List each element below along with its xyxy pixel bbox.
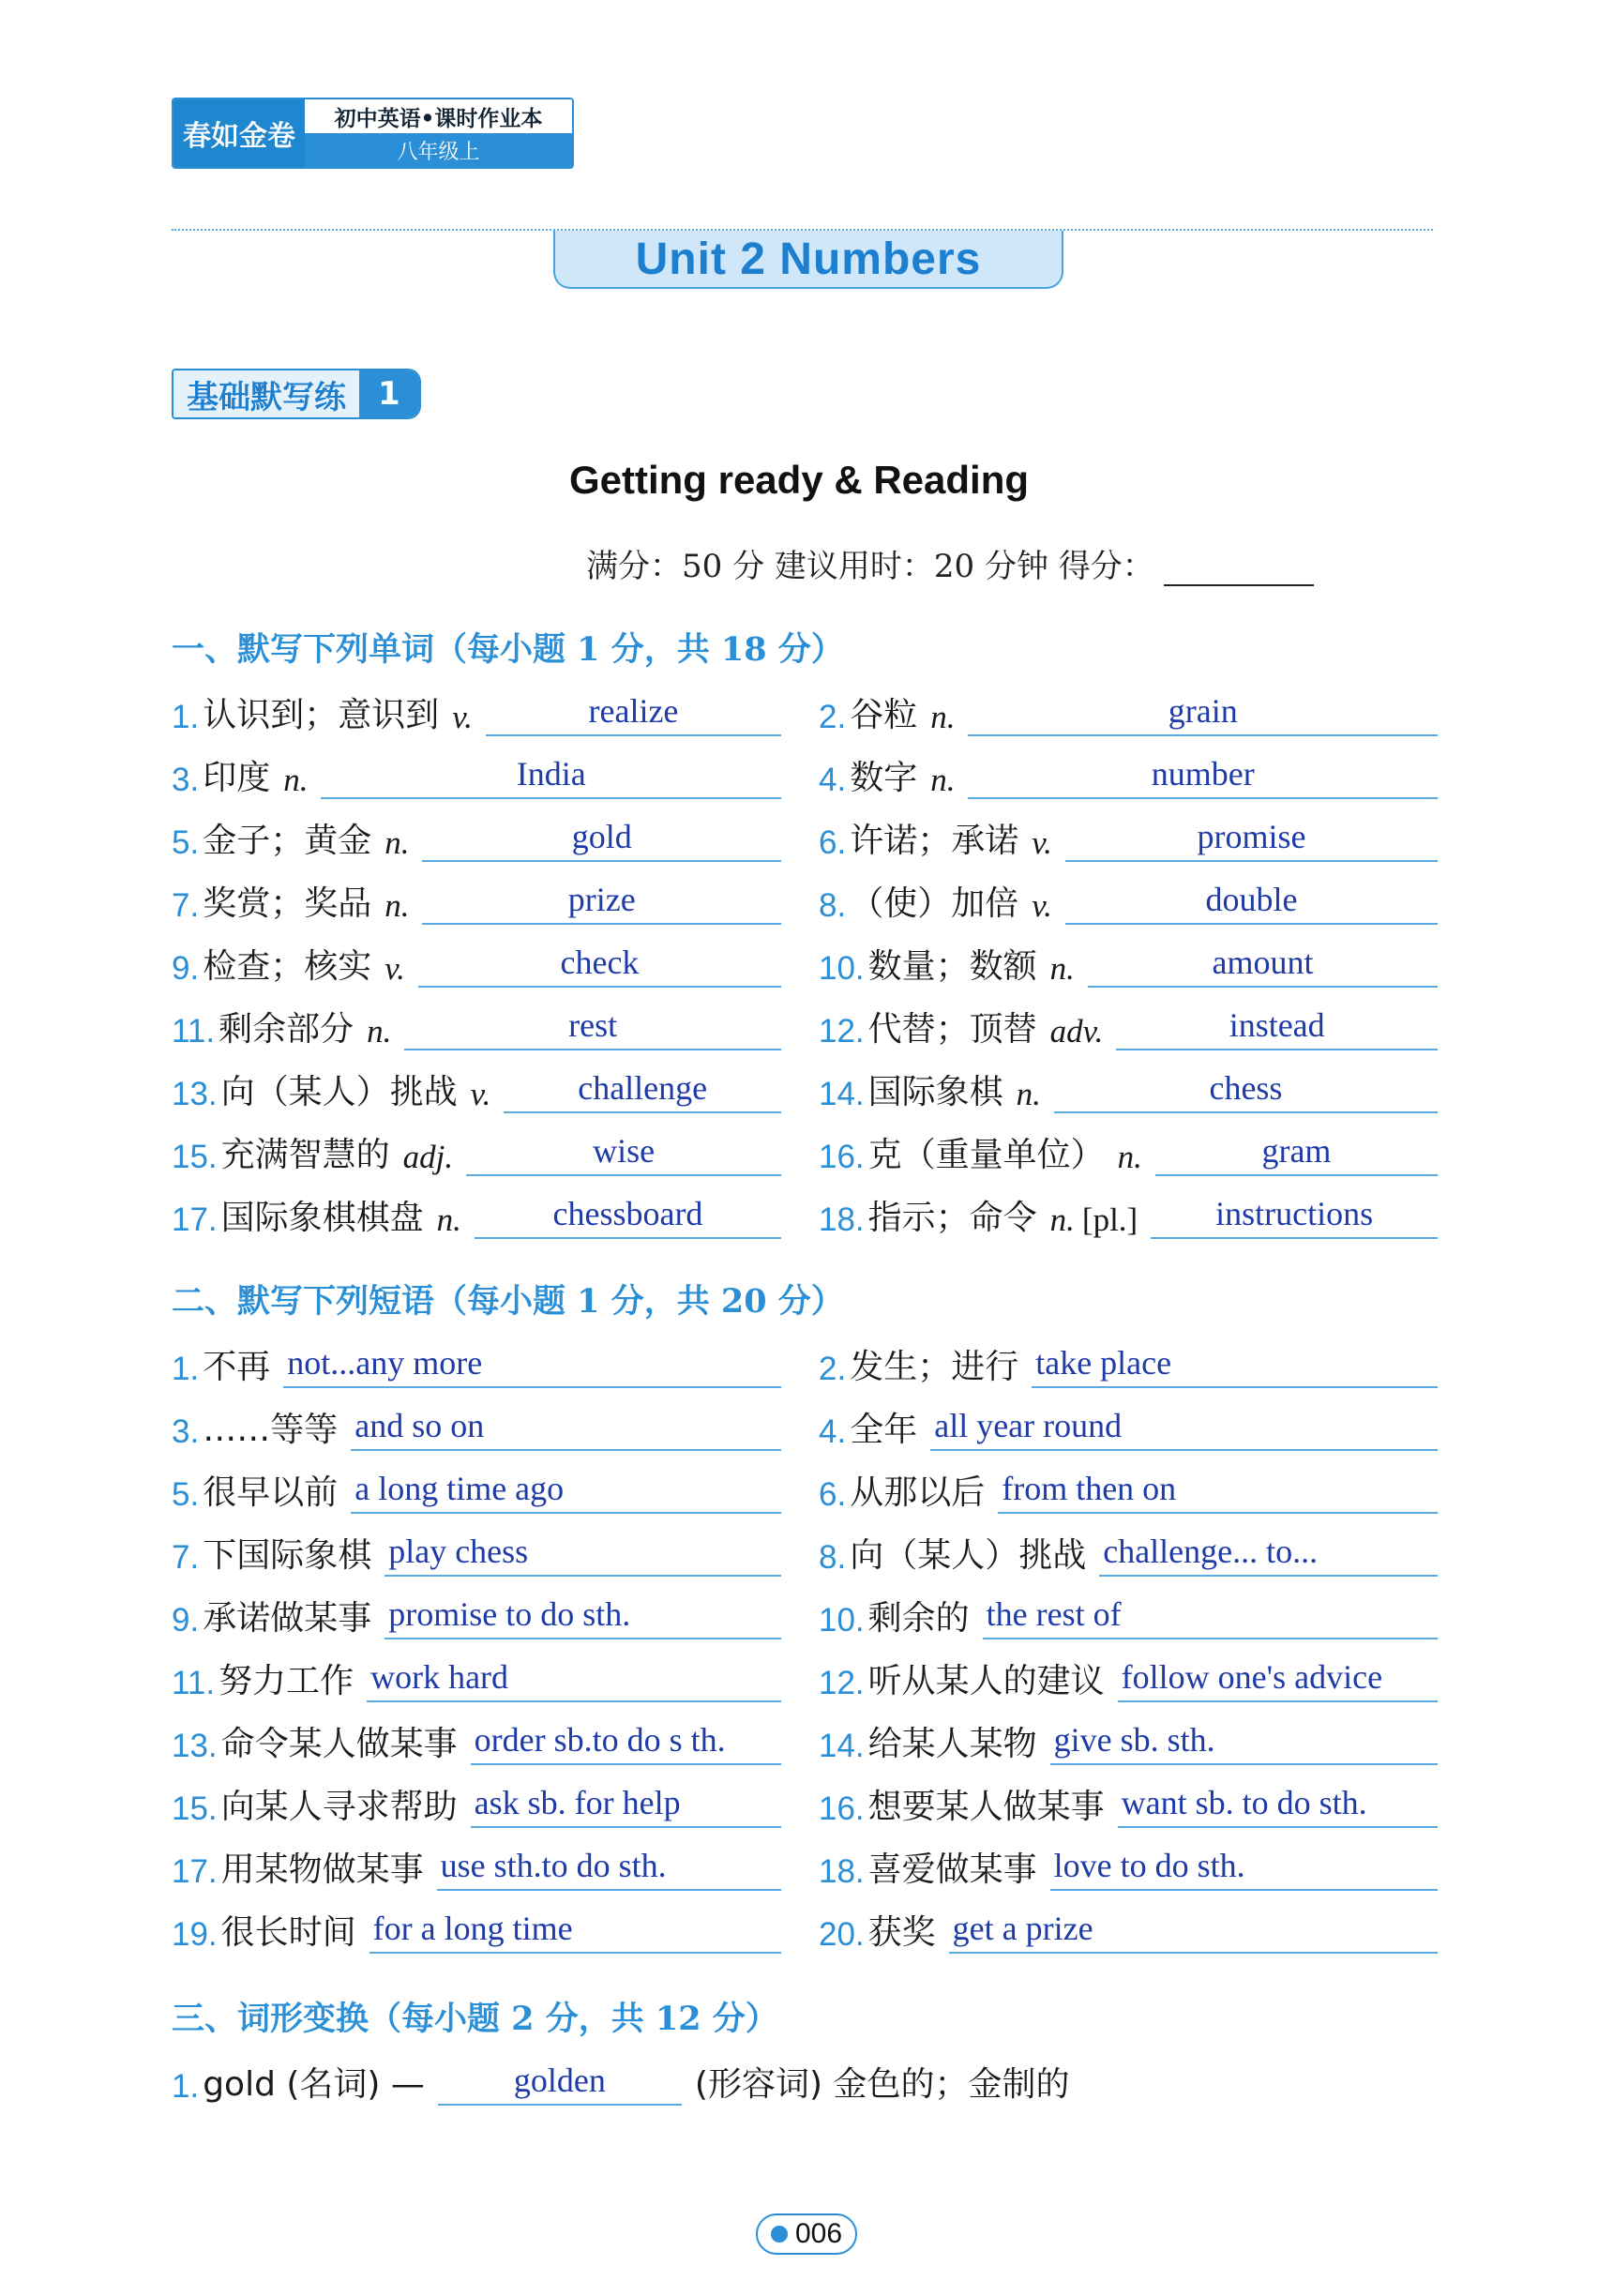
question-row	[172, 994, 781, 1050]
part-of-speech: adv.	[1049, 1013, 1104, 1050]
question-number: 18.	[819, 1201, 865, 1238]
question-number: 9.	[172, 950, 200, 987]
question-number: 1.	[172, 699, 200, 735]
answer-field[interactable]: from then on	[998, 1459, 1438, 1514]
question-row	[172, 1835, 781, 1891]
question-number: 16.	[819, 1790, 865, 1827]
question-row	[819, 994, 1438, 1050]
question-number: 20.	[819, 1916, 865, 1953]
part-of-speech: n.	[1117, 1139, 1142, 1175]
question-number: 3.	[172, 762, 200, 798]
question-number: 3.	[172, 1413, 200, 1450]
question-number: 2.	[819, 699, 847, 735]
question-number: 1.	[172, 1351, 200, 1387]
question-prompt: 用某物做某事	[220, 1850, 424, 1889]
answer-field[interactable]: check	[418, 933, 781, 988]
part-of-speech: n.	[930, 762, 956, 798]
series-title: 初中英语•课时作业本	[305, 99, 572, 133]
part-of-speech: n.	[384, 824, 410, 861]
page-dot-icon	[771, 2226, 788, 2243]
question-prompt: 向（某人）挑战	[850, 1536, 1087, 1575]
question-number: 4.	[819, 762, 847, 798]
question-number: 10.	[819, 950, 865, 987]
question-number: 5.	[172, 824, 200, 861]
question-prompt: 剩余部分	[219, 1010, 354, 1049]
answer-field[interactable]: use sth.to do sth.	[437, 1836, 781, 1891]
question-row	[172, 1646, 781, 1702]
section-tag-number: 1	[359, 370, 419, 417]
answer-field[interactable]: chessboard	[475, 1185, 781, 1239]
question-row	[819, 1646, 1438, 1702]
question-row	[819, 1772, 1438, 1828]
question-prompt: 数量；数额	[867, 947, 1037, 986]
part-of-speech: n.	[930, 699, 956, 735]
question-prompt: 许诺；承诺	[850, 822, 1019, 860]
answer-field[interactable]: play chess	[384, 1522, 781, 1577]
question-number: 19.	[172, 1916, 218, 1953]
answer-field[interactable]: take place	[1032, 1334, 1438, 1388]
part3-heading: 三、词形变换（每小题 2 分，共 12 分）	[172, 2000, 778, 2038]
answer-field[interactable]: instead	[1116, 996, 1438, 1050]
question-prompt: 金子；黄金	[203, 822, 372, 860]
question-number: 11.	[172, 1013, 216, 1050]
question-prompt: 全年	[850, 1411, 918, 1449]
question-prompt: 下国际象棋	[203, 1536, 372, 1575]
question-number: 4.	[819, 1413, 847, 1450]
answer-field[interactable]: amount	[1088, 933, 1438, 988]
question-number: 7.	[172, 1539, 200, 1576]
question-row	[819, 1395, 1438, 1451]
question-number: 17.	[172, 1853, 218, 1890]
question-prompt: 谷粒	[850, 696, 918, 734]
question-row	[172, 680, 781, 736]
question-row	[819, 680, 1438, 736]
page-number	[756, 2213, 857, 2255]
grade-label: 八年级上	[305, 133, 572, 167]
question-prompt: 承诺做某事	[203, 1599, 372, 1638]
question-row	[819, 1709, 1438, 1765]
question-prompt: 指示；命令	[867, 1199, 1037, 1237]
question-row	[819, 743, 1438, 799]
question-prompt: 国际象棋	[867, 1073, 1003, 1111]
question-prompt: 很早以前	[203, 1473, 339, 1512]
question-prompt: 想要某人做某事	[867, 1788, 1105, 1826]
answer-field[interactable]: challenge	[504, 1059, 781, 1113]
question-prompt: 剩余的	[867, 1599, 970, 1638]
question-prompt: 奖赏；奖品	[203, 884, 372, 923]
answer-field[interactable]: and so on	[351, 1397, 781, 1451]
question-row	[172, 1709, 781, 1765]
question-number: 13.	[172, 1076, 218, 1112]
question-row	[819, 1458, 1438, 1514]
part-of-speech: v.	[452, 699, 473, 735]
answer-field[interactable]: grain	[968, 682, 1438, 736]
question-row	[172, 869, 781, 925]
series-logo	[172, 98, 574, 169]
part-of-speech: v.	[1032, 887, 1052, 924]
answer-field[interactable]: not...any more	[283, 1334, 781, 1388]
question-prompt: 从那以后	[850, 1473, 986, 1512]
question-row	[172, 1395, 781, 1451]
question-number: 1.	[172, 2068, 200, 2105]
page-number-text: 006	[794, 2218, 843, 2249]
question-row	[172, 1332, 781, 1388]
question-prompt: 不再	[203, 1348, 271, 1386]
answer-field[interactable]: rest	[404, 996, 781, 1050]
lesson-title: Getting ready & Reading	[568, 458, 1030, 502]
answer-field[interactable]: double	[1065, 870, 1438, 925]
question-row	[172, 1458, 781, 1514]
question-prompt: 检查；核实	[203, 947, 372, 986]
question-prompt: 充满智慧的	[220, 1136, 390, 1174]
score-blank[interactable]	[1164, 556, 1314, 586]
question-number: 12.	[819, 1665, 865, 1701]
question-number: 6.	[819, 824, 847, 861]
question-prompt: 代替；顶替	[867, 1010, 1037, 1049]
question-number: 14.	[819, 1076, 865, 1112]
question-number: 10.	[819, 1602, 865, 1639]
answer-field[interactable]: give sb. sth.	[1050, 1711, 1438, 1765]
question-row	[819, 1057, 1438, 1113]
question-number: 17.	[172, 1201, 218, 1238]
question-row	[819, 869, 1438, 925]
question-number: 13.	[172, 1728, 218, 1764]
part-of-speech: v.	[1032, 824, 1052, 861]
question-prompt: 国际象棋棋盘	[220, 1199, 424, 1237]
answer-field[interactable]: challenge... to...	[1099, 1522, 1438, 1577]
question-row	[819, 1332, 1438, 1388]
question-number: 7.	[172, 887, 200, 924]
question-number: 16.	[819, 1139, 865, 1175]
question-row	[172, 1583, 781, 1639]
answer-field[interactable]: golden	[438, 2051, 682, 2106]
plural-note: [pl.]	[1081, 1201, 1138, 1238]
question-prompt: 喜爱做某事	[867, 1850, 1037, 1889]
answer-field[interactable]: realize	[486, 682, 781, 736]
question-prompt: 认识到；意识到	[203, 696, 440, 734]
question-number: 2.	[819, 1351, 847, 1387]
answer-hint: (形容词) 金色的；金制的	[694, 2065, 1070, 2104]
answer-field[interactable]: prize	[422, 870, 781, 925]
question-number: 5.	[172, 1476, 200, 1513]
part-of-speech: n.	[1016, 1076, 1041, 1112]
question-row	[172, 1772, 781, 1828]
question-prompt: 听从某人的建议	[867, 1662, 1105, 1700]
answer-field[interactable]: a long time ago	[351, 1459, 781, 1514]
question-row	[172, 1120, 781, 1176]
brand-mark: 春如金卷	[173, 99, 305, 167]
question-row	[172, 931, 781, 988]
score-info: 满分：50 分 建议用时：20 分钟 得分：	[586, 548, 1154, 585]
question-row	[819, 1520, 1438, 1577]
question-number: 15.	[172, 1790, 218, 1827]
question-row	[819, 1897, 1438, 1954]
part-of-speech: v.	[470, 1076, 491, 1112]
question-number: 11.	[172, 1665, 216, 1701]
question-prompt: gold (名词) —	[203, 2065, 425, 2104]
question-row	[172, 2049, 1203, 2106]
question-number: 12.	[819, 1013, 865, 1050]
question-prompt: 印度	[203, 759, 271, 797]
answer-field[interactable]: instructions	[1151, 1185, 1438, 1239]
answer-field[interactable]: ask sb. for help	[471, 1774, 781, 1828]
part-of-speech: n.	[1049, 950, 1075, 987]
score-line	[586, 540, 1440, 586]
question-row	[819, 1583, 1438, 1639]
part2-heading: 二、默写下列短语（每小题 1 分，共 20 分）	[172, 1282, 844, 1321]
answer-field[interactable]: work hard	[367, 1648, 781, 1702]
answer-field[interactable]: all year round	[930, 1397, 1438, 1451]
answer-field[interactable]: India	[321, 745, 781, 799]
question-prompt: 很长时间	[220, 1913, 356, 1952]
question-prompt: 克（重量单位）	[867, 1136, 1105, 1174]
answer-field[interactable]: love to do sth.	[1050, 1836, 1438, 1891]
part-of-speech: v.	[384, 950, 405, 987]
question-number: 8.	[819, 1539, 847, 1576]
answer-field[interactable]: promise	[1065, 808, 1438, 862]
question-prompt: ……等等	[203, 1411, 339, 1449]
answer-field[interactable]: gram	[1155, 1122, 1438, 1176]
question-number: 8.	[819, 887, 847, 924]
question-row	[172, 1057, 781, 1113]
section-tag	[172, 369, 421, 419]
series-label	[305, 99, 572, 167]
question-row	[819, 1183, 1438, 1239]
part1-heading: 一、默写下列单词（每小题 1 分，共 18 分）	[172, 630, 844, 669]
answer-field[interactable]: promise to do sth.	[384, 1585, 781, 1639]
question-prompt: 努力工作	[219, 1662, 354, 1700]
question-row	[819, 1835, 1438, 1891]
question-row	[819, 806, 1438, 862]
question-row	[172, 743, 781, 799]
question-row	[819, 931, 1438, 988]
question-number: 6.	[819, 1476, 847, 1513]
question-row	[172, 1897, 781, 1954]
question-row	[819, 1120, 1438, 1176]
unit-title: Unit 2 Numbers	[553, 231, 1063, 289]
answer-field[interactable]: for a long time	[369, 1899, 781, 1954]
part-of-speech: n.	[367, 1013, 392, 1050]
question-number: 14.	[819, 1728, 865, 1764]
part-of-speech: n.	[283, 762, 309, 798]
question-prompt: 获奖	[867, 1913, 936, 1952]
part-of-speech: n.	[1049, 1201, 1075, 1238]
part-of-speech: n.	[436, 1201, 461, 1238]
question-prompt: 命令某人做某事	[220, 1725, 458, 1763]
answer-field[interactable]: follow one's advice	[1118, 1648, 1438, 1702]
part-of-speech: adj.	[402, 1139, 454, 1175]
answer-field[interactable]: chess	[1054, 1059, 1438, 1113]
answer-field[interactable]: want sb. to do sth.	[1118, 1774, 1438, 1828]
question-row	[172, 1183, 781, 1239]
answer-field[interactable]: gold	[422, 808, 781, 862]
answer-field[interactable]: number	[968, 745, 1438, 799]
question-number: 9.	[172, 1602, 200, 1639]
question-number: 18.	[819, 1853, 865, 1890]
answer-field[interactable]: the rest of	[983, 1585, 1438, 1639]
question-prompt: 数字	[850, 759, 918, 797]
part-of-speech: n.	[384, 887, 410, 924]
question-prompt: 给某人某物	[867, 1725, 1037, 1763]
question-row	[172, 1520, 781, 1577]
section-tag-label: 基础默写练	[173, 370, 359, 417]
question-prompt: （使）加倍	[850, 884, 1019, 923]
question-prompt: 向（某人）挑战	[220, 1073, 458, 1111]
question-number: 15.	[172, 1139, 218, 1175]
question-prompt: 发生；进行	[850, 1348, 1019, 1386]
answer-field[interactable]: order sb.to do s th.	[471, 1711, 781, 1765]
answer-field[interactable]: get a prize	[949, 1899, 1438, 1954]
question-prompt: 向某人寻求帮助	[220, 1788, 458, 1826]
question-row	[172, 806, 781, 862]
answer-field[interactable]: wise	[466, 1122, 781, 1176]
